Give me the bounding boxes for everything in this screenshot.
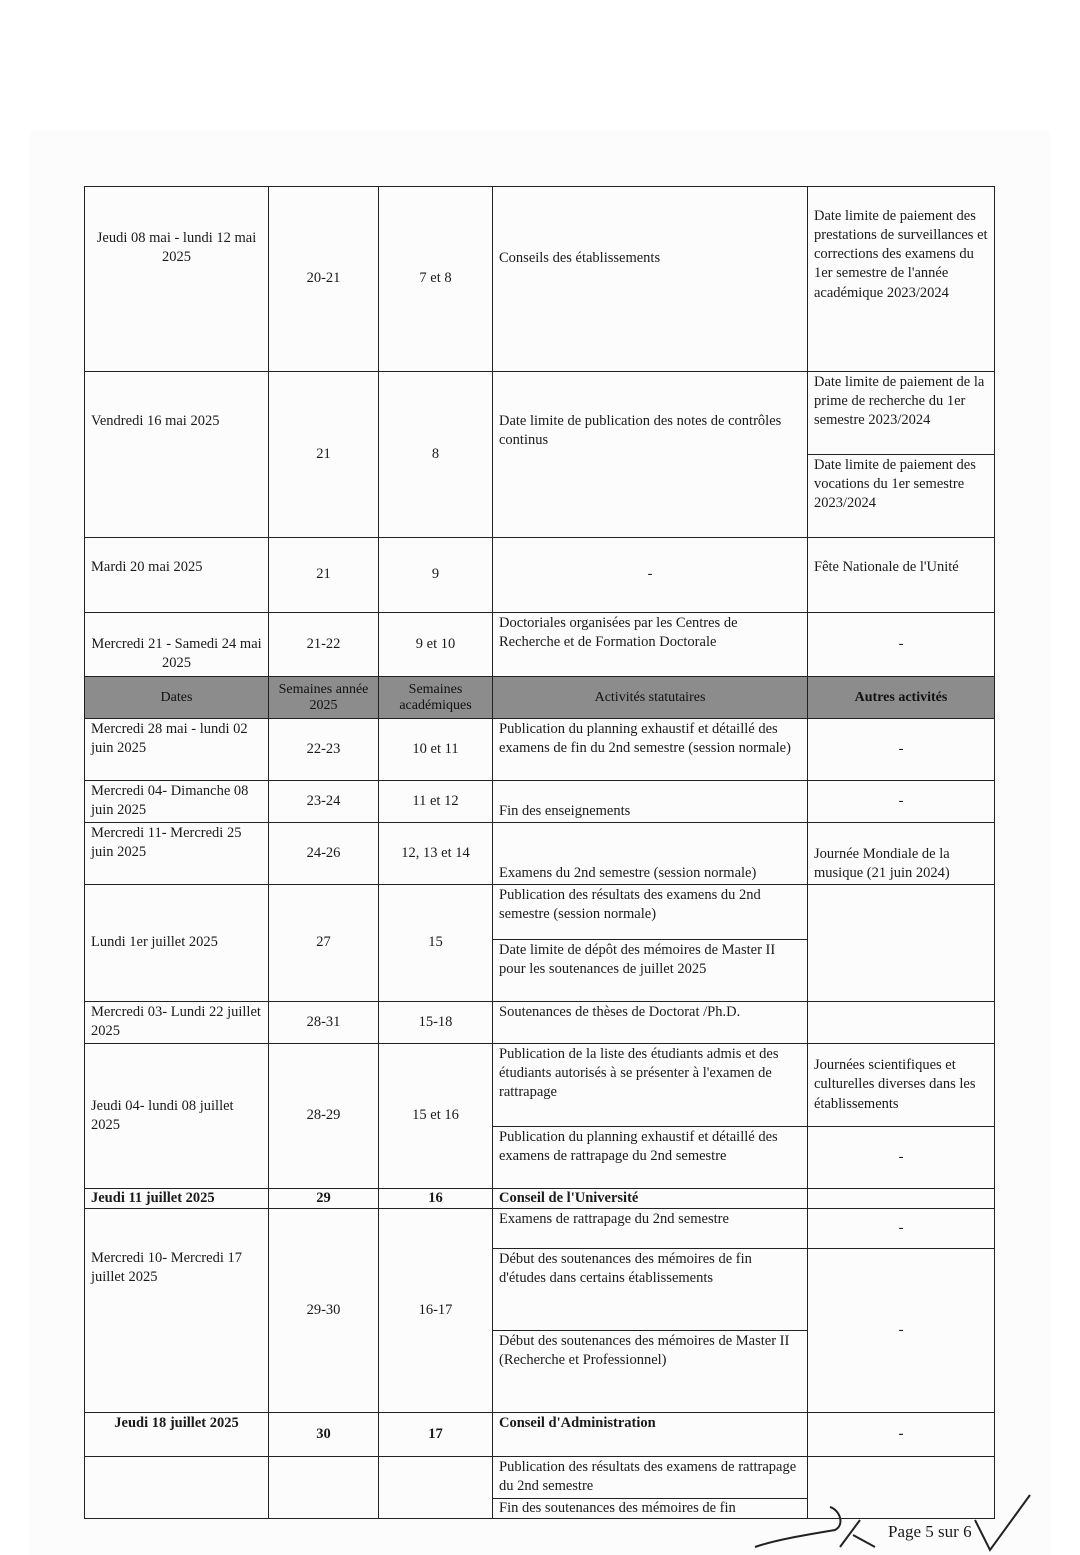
- other-activity-cell: Journées scientifiques et culturelles diverses dans les établissements: [808, 1044, 995, 1127]
- academic-weeks-cell: 9: [379, 538, 493, 613]
- other-activity-cell: -: [808, 613, 995, 677]
- academic-weeks-cell: 15: [379, 885, 493, 1002]
- activity-cell: Date limite de publication des notes de contrôles continus: [493, 372, 808, 538]
- table-row: [85, 372, 995, 455]
- activity-cell: Fin des enseignements: [493, 781, 808, 823]
- activity-cell: Début des soutenances des mémoires de Master II (Recherche et Professionnel): [493, 1331, 808, 1413]
- other-activity-cell: -: [808, 1127, 995, 1189]
- other-activity-cell: -: [808, 1413, 995, 1457]
- date-cell: Mercredi 04- Dimanche 08 juin 2025: [85, 781, 269, 823]
- year-weeks-cell: [269, 1457, 379, 1519]
- year-weeks-cell: 28-31: [269, 1002, 379, 1044]
- table-row: [85, 1002, 995, 1044]
- date-cell: Mercredi 11- Mercredi 25 juin 2025: [85, 823, 269, 885]
- table-row: [85, 1413, 995, 1457]
- other-activity-cell: Journée Mondiale de la musique (21 juin 2024): [808, 823, 995, 885]
- date-cell: Mercredi 10- Mercredi 17 juillet 2025: [85, 1209, 269, 1413]
- table-row: [85, 885, 995, 940]
- activity-cell: Publication du planning exhaustif et détaillé des examens de rattrapage du 2nd semestre: [493, 1127, 808, 1189]
- academic-weeks-cell: [379, 1457, 493, 1519]
- year-weeks-cell: 27: [269, 885, 379, 1002]
- activity-cell: Examens du 2nd semestre (session normale): [493, 823, 808, 885]
- other-activity-cell: Date limite de paiement de la prime de recherche du 1er semestre 2023/2024: [808, 372, 995, 455]
- date-cell: Mercredi 03- Lundi 22 juillet 2025: [85, 1002, 269, 1044]
- other-activity-cell: Fête Nationale de l'Unité: [808, 538, 995, 613]
- other-activity-cell: Date limite de paiement des prestations de surveillances et corrections des examens du 1er semestre de l'année académique 2023/2024: [808, 187, 995, 372]
- year-weeks-cell: 21: [269, 538, 379, 613]
- academic-calendar-table: [84, 186, 995, 1519]
- academic-weeks-cell: 10 et 11: [379, 719, 493, 781]
- activity-cell: Publication de la liste des étudiants admis et des étudiants autorisés à se présenter à l'examen de rattrapage: [493, 1044, 808, 1127]
- activity-cell: Fin des soutenances des mémoires de fin: [493, 1499, 808, 1519]
- year-weeks-cell: 29: [269, 1189, 379, 1209]
- academic-weeks-cell: 17: [379, 1413, 493, 1457]
- date-cell: Jeudi 18 juillet 2025: [85, 1413, 269, 1457]
- academic-weeks-cell: 16: [379, 1189, 493, 1209]
- date-cell: Mercredi 21 - Samedi 24 mai 2025: [85, 613, 269, 677]
- date-cell: Lundi 1er juillet 2025: [85, 885, 269, 1002]
- handwritten-signature: [745, 1485, 1035, 1555]
- academic-weeks-cell: 7 et 8: [379, 187, 493, 372]
- activity-cell: Publication des résultats des examens de rattrapage du 2nd semestre: [493, 1457, 808, 1499]
- table-row: [85, 1044, 995, 1127]
- year-weeks-cell: 21: [269, 372, 379, 538]
- other-activity-cell: -: [808, 1249, 995, 1413]
- activity-cell: Soutenances de thèses de Doctorat /Ph.D.: [493, 1002, 808, 1044]
- year-weeks-cell: 30: [269, 1413, 379, 1457]
- other-activity-cell: [808, 1002, 995, 1044]
- other-activity-cell: [808, 885, 995, 1002]
- other-activity-cell: -: [808, 781, 995, 823]
- activity-cell: Doctoriales organisées par les Centres de Recherche et de Formation Doctorale: [493, 613, 808, 677]
- activity-cell: Conseil d'Administration: [493, 1413, 808, 1457]
- date-cell: Vendredi 16 mai 2025: [85, 372, 269, 538]
- date-cell: [85, 1457, 269, 1519]
- table-row: [85, 823, 995, 885]
- date-cell: Jeudi 08 mai - lundi 12 mai 2025: [85, 187, 269, 372]
- table-header-row: [85, 677, 995, 719]
- activity-cell: -: [493, 538, 808, 613]
- date-cell: Jeudi 11 juillet 2025: [85, 1189, 269, 1209]
- other-activity-cell: Date limite de paiement des vocations du 1er semestre 2023/2024: [808, 455, 995, 538]
- academic-weeks-cell: 15 et 16: [379, 1044, 493, 1189]
- academic-weeks-cell: 16-17: [379, 1209, 493, 1413]
- date-cell: Mercredi 28 mai - lundi 02 juin 2025: [85, 719, 269, 781]
- other-activity-cell: -: [808, 719, 995, 781]
- activity-cell: Conseil de l'Université: [493, 1189, 808, 1209]
- activity-cell: Début des soutenances des mémoires de fin d'études dans certains établissements: [493, 1249, 808, 1331]
- other-activity-cell: [808, 1189, 995, 1209]
- table-row: [85, 719, 995, 781]
- header-weeks-year: Semaines année 2025: [269, 677, 379, 719]
- date-cell: Mardi 20 mai 2025: [85, 538, 269, 613]
- page-number: Page 5 sur 6: [888, 1522, 972, 1541]
- academic-weeks-cell: 9 et 10: [379, 613, 493, 677]
- date-cell: Jeudi 04- lundi 08 juillet 2025: [85, 1044, 269, 1189]
- year-weeks-cell: 29-30: [269, 1209, 379, 1413]
- academic-weeks-cell: 8: [379, 372, 493, 538]
- table-row: [85, 1209, 995, 1249]
- activity-cell: Publication du planning exhaustif et détaillé des examens de fin du 2nd semestre (session normale): [493, 719, 808, 781]
- activity-cell: Examens de rattrapage du 2nd semestre: [493, 1209, 808, 1249]
- table-row: [85, 187, 995, 372]
- activity-cell: Conseils des établissements: [493, 187, 808, 372]
- year-weeks-cell: 28-29: [269, 1044, 379, 1189]
- academic-weeks-cell: 11 et 12: [379, 781, 493, 823]
- other-activity-cell: -: [808, 1209, 995, 1249]
- year-weeks-cell: 22-23: [269, 719, 379, 781]
- year-weeks-cell: 23-24: [269, 781, 379, 823]
- table-row: [85, 1189, 995, 1209]
- table-row: [85, 781, 995, 823]
- year-weeks-cell: 20-21: [269, 187, 379, 372]
- activity-cell: Date limite de dépôt des mémoires de Master II pour les soutenances de juillet 2025: [493, 940, 808, 1002]
- academic-weeks-cell: 15-18: [379, 1002, 493, 1044]
- activity-cell: Publication des résultats des examens du 2nd semestre (session normale): [493, 885, 808, 940]
- header-weeks-academic: Semaines académiques: [379, 677, 493, 719]
- header-activities: Activités statutaires: [493, 677, 808, 719]
- table-row: [85, 613, 995, 677]
- year-weeks-cell: 21-22: [269, 613, 379, 677]
- header-dates: Dates: [85, 677, 269, 719]
- table-row: [85, 538, 995, 613]
- header-other: Autres activités: [808, 677, 995, 719]
- academic-weeks-cell: 12, 13 et 14: [379, 823, 493, 885]
- year-weeks-cell: 24-26: [269, 823, 379, 885]
